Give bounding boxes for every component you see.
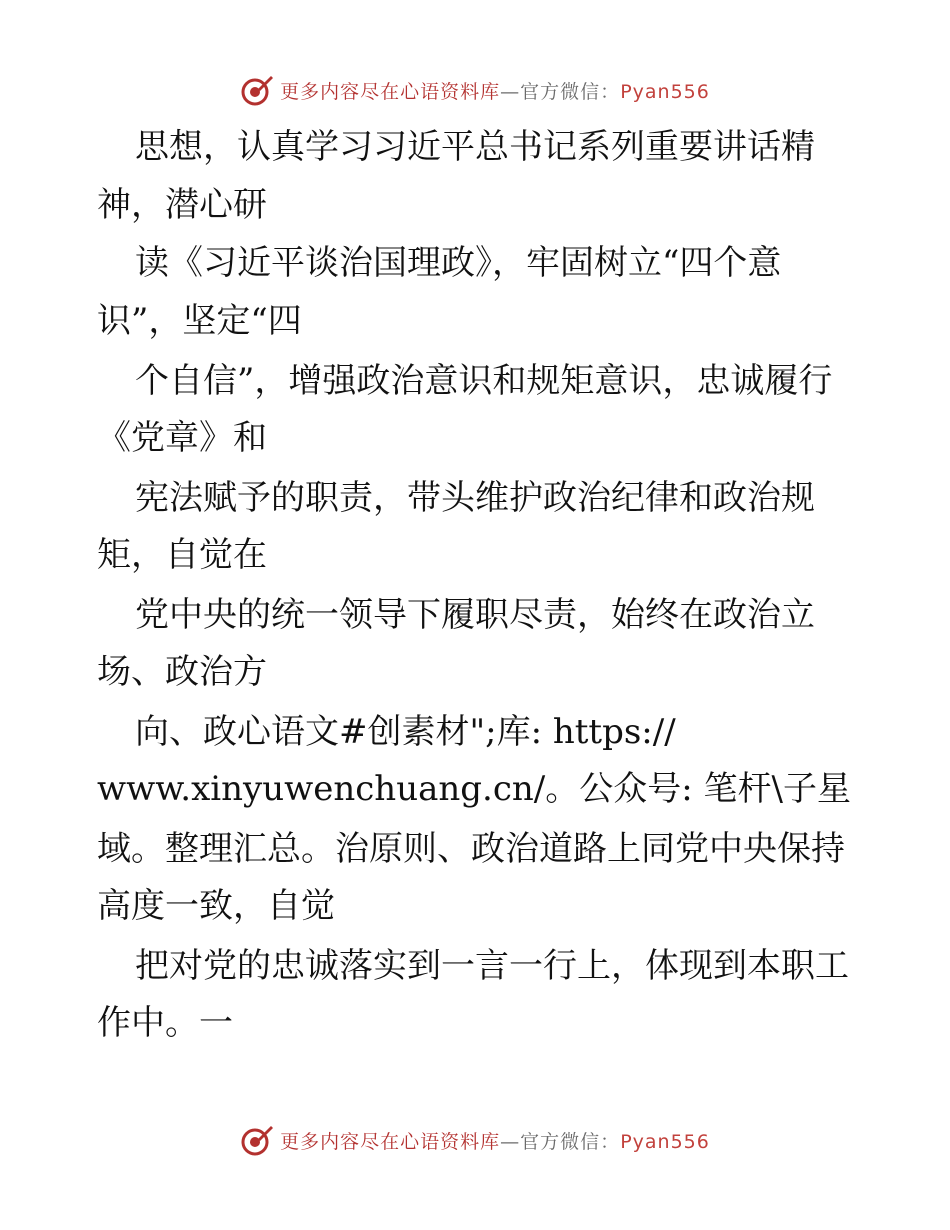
footer-watermark-banner bbox=[0, 1120, 950, 1160]
body-line-11: 向、政心语文#创素材";库: https:// bbox=[135, 712, 676, 752]
footer-wechat-label: 官方微信： bbox=[520, 1130, 621, 1153]
header-wechat-label: 官方微信： bbox=[520, 80, 621, 103]
footer-banner-text bbox=[280, 1127, 710, 1154]
body-line-14: 高度一致，自觉 bbox=[97, 886, 335, 926]
body-line-2: 神，潜心研 bbox=[97, 185, 267, 225]
header-wechat-account: Pyan556 bbox=[620, 80, 710, 103]
body-line-13: 域。整理汇总。治原则、政治道路上同党中央保持 bbox=[97, 829, 845, 869]
footer-separator: — bbox=[500, 1130, 521, 1153]
body-line-10: 场、政治方 bbox=[97, 652, 267, 692]
body-line-6: 《党章》和 bbox=[97, 418, 267, 458]
body-line-1: 思想，认真学习习近平总书记系列重要讲话精 bbox=[135, 127, 815, 167]
body-line-4: 识”，坚定“四 bbox=[97, 301, 302, 341]
body-line-9: 党中央的统一领导下履职尽责，始终在政治立 bbox=[135, 595, 815, 635]
header-separator: — bbox=[500, 80, 521, 103]
body-line-3: 读《习近平谈治国理政》，牢固树立“四个意 bbox=[135, 243, 782, 283]
body-line-15: 把对党的忠诚落实到一言一行上，体现到本职工 bbox=[135, 946, 849, 986]
body-line-5: 个自信”，增强政治意识和规矩意识，忠诚履行 bbox=[135, 361, 833, 401]
header-slogan: 更多内容尽在心语资料库 bbox=[280, 80, 501, 103]
body-line-12: www.xinyuwenchuang.cn/。公众号: 笔杆\子星 bbox=[97, 769, 851, 809]
body-line-16: 作中。一 bbox=[97, 1003, 233, 1043]
footer-wechat-account: Pyan556 bbox=[620, 1130, 710, 1153]
body-line-7: 宪法赋予的职责，带头维护政治纪律和政治规 bbox=[135, 478, 815, 518]
quill-logo-icon bbox=[240, 1123, 274, 1157]
footer-slogan: 更多内容尽在心语资料库 bbox=[280, 1130, 501, 1153]
body-line-8: 矩，自觉在 bbox=[97, 535, 267, 575]
